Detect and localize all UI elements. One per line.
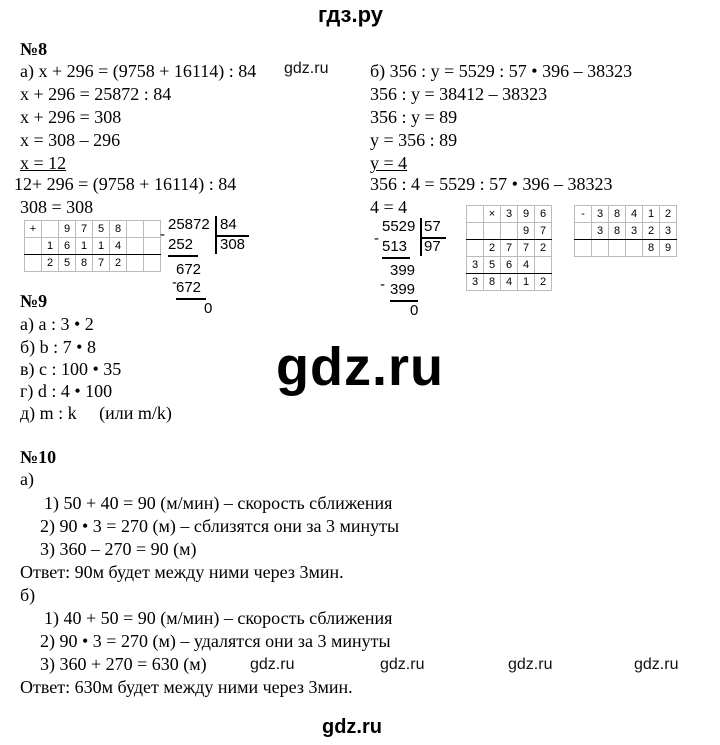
task8-a-line: а) x + 296 = (9758 + 16114) : 84 [20, 61, 257, 81]
watermark-inline: gdz.ru [250, 656, 295, 673]
task8-number: №8 [20, 39, 48, 59]
task10-a-step: 3) 360 – 270 = 90 (м) [40, 539, 197, 559]
task10-a-answer: Ответ: 90м будет между ними через 3мин. [20, 562, 344, 582]
task8-a-answer: x = 12 [20, 153, 67, 173]
task9-line: в) c : 100 • 35 [20, 359, 122, 379]
task10-number: №10 [20, 447, 57, 467]
site-header: гдз.ру [318, 2, 383, 27]
multiplication-grid: × 3 9 6 9 7 2 7 7 2 3 5 6 4 3 8 4 1 2 [466, 205, 552, 291]
task10-a-step: 1) 50 + 40 = 90 (м/мин) – скорость сближения [44, 493, 393, 513]
task10-b-label: б) [20, 585, 36, 605]
watermark-inline: gdz.ru [634, 656, 679, 673]
subtraction-grid: - 3 8 4 1 2 3 8 3 2 3 8 9 [574, 205, 677, 257]
watermark-inline: gdz.ru [284, 60, 329, 77]
task10-b-step: 1) 40 + 50 = 90 (м/мин) – скорость сближения [44, 608, 393, 628]
task9-line: б) b : 7 • 8 [20, 337, 96, 357]
task8-b-answer: y = 4 [370, 153, 408, 173]
task9-line: д) m : k (или m/k) [20, 403, 172, 423]
task8-b-line: y = 356 : 89 [370, 130, 458, 150]
task10-b-step: 3) 360 + 270 = 630 (м) [40, 654, 207, 674]
task8-a-line: 12+ 296 = (9758 + 16114) : 84 [14, 174, 237, 194]
watermark-inline: gdz.ru [508, 656, 553, 673]
task8-b-line: 356 : y = 38412 – 38323 [370, 84, 548, 104]
task8-a-line: x + 296 = 25872 : 84 [20, 84, 172, 104]
addition-grid: + 9 7 5 8 1 6 1 1 4 2 5 8 7 2 [24, 220, 161, 272]
watermark-footer: gdz.ru [322, 716, 382, 738]
task8-a-line: x = 308 – 296 [20, 130, 121, 150]
task10-a-step: 2) 90 • 3 = 270 (м) – сблизятся они за 3 минуты [40, 516, 400, 536]
task8-b-line: 356 : 4 = 5529 : 57 • 396 – 38323 [370, 174, 613, 194]
task10-b-answer: Ответ: 630м будет между ними через 3мин. [20, 677, 353, 697]
task10-a-label: а) [20, 469, 34, 489]
task8-b-line: 356 : y = 89 [370, 107, 458, 127]
task8-a-line: x + 296 = 308 [20, 107, 122, 127]
watermark-center: gdz.ru [276, 337, 444, 397]
task8-b-line: 4 = 4 [370, 197, 408, 217]
watermark-inline: gdz.ru [380, 656, 425, 673]
task9-number: №9 [20, 291, 48, 311]
task8-a-line: 308 = 308 [20, 197, 94, 217]
task10-b-step: 2) 90 • 3 = 270 (м) – удалятся они за 3 минуты [40, 631, 391, 651]
task9-line: а) a : 3 • 2 [20, 314, 94, 334]
task8-b-line: б) 356 : y = 5529 : 57 • 396 – 38323 [370, 61, 633, 81]
task9-line: г) d : 4 • 100 [20, 381, 113, 401]
